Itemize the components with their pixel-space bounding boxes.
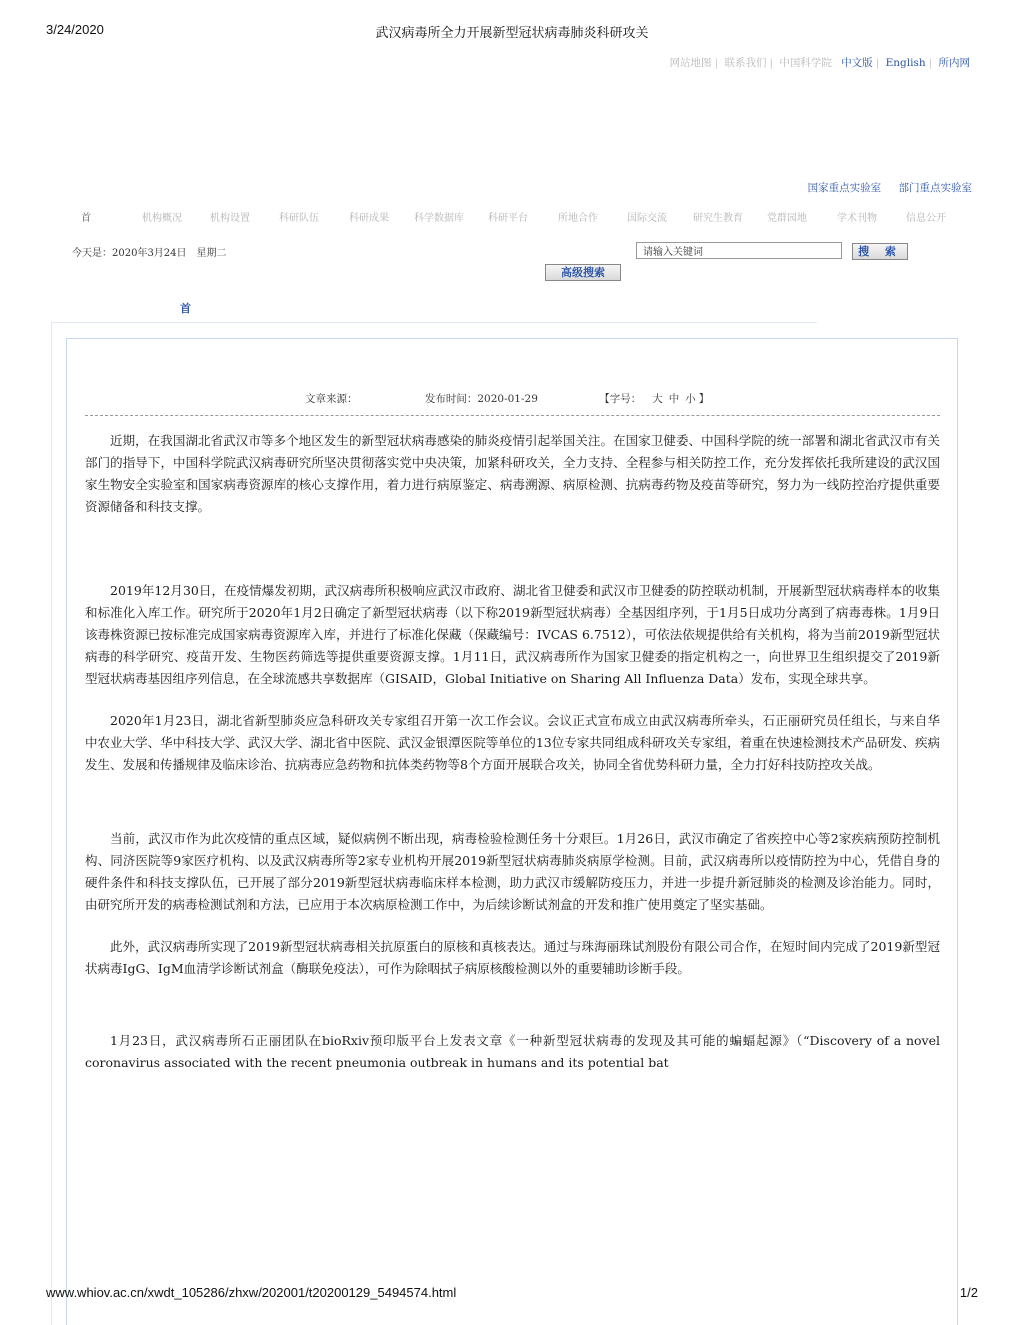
article-body — [85, 430, 940, 1074]
font-size-label: 【字号： — [599, 393, 642, 405]
main-nav — [0, 209, 1024, 225]
advanced-search-button[interactable]: 高级搜索 — [545, 264, 621, 281]
print-footer-url: www.whiov.ac.cn/xwdt_105286/zhxw/202001/t20200129_5494574.html — [46, 1285, 457, 1300]
article-source: 文章来源： — [305, 393, 358, 405]
nav-item-structure[interactable]: 机构设置 — [210, 213, 250, 224]
lab-link-national[interactable]: 国家重点实验室 — [807, 182, 882, 194]
nav-item-party[interactable]: 党群园地 — [767, 213, 807, 224]
meta-divider — [85, 415, 940, 416]
frame-outer-top — [51, 322, 817, 323]
article-paragraph: 2019年12月30日，在疫情爆发初期，武汉病毒所积极响应武汉市政府、湖北省卫健委和武汉市卫健委的防控联动机制，开展新型冠状病毒样本的收集和标准化入库工作。研究所于2020年1月2日确定了新型冠状病毒（以下称2019新型冠状病毒）全基因组序列，于1月5日成功分离到了病毒毒株。1月9日该毒株资源已按标准完成国家病毒资源库入库，并进行了标准化保藏（保藏编号：IVCAS 6.7512），可依法依规提供给有关机构，将为当前2019新型冠状病毒的科学研究、疫苗开发、生物医药筛选等提供重要资源支撑。1月11日，武汉病毒所作为国家卫健委的指定机构之一，向世界卫生组织提交了2019新型冠状病毒基因组序列信息，在全球流感共享数据库（GISAID，Global Initiative on Sharing All Influenza Data）发布，实现全球共享。 — [85, 583, 940, 686]
lab-link-department[interactable]: 部门重点实验室 — [898, 182, 972, 194]
article-published: 发布时间：2020-01-29 — [424, 393, 538, 405]
top-link-cas[interactable]: 中国科学院 — [779, 57, 832, 69]
top-link-english[interactable]: English — [885, 57, 926, 69]
article-paragraph: 近期，在我国湖北省武汉市等多个地区发生的新型冠状病毒感染的肺炎疫情引起举国关注。在国家卫健委、中国科学院的统一部署和湖北省武汉市有关部门的指导下，中国科学院武汉病毒研究所坚决贯彻落实党中央决策，加紧科研攻关，全力支持、全程参与相关防控工作，充分发挥依托我所建设的武汉国家生物安全实验室和国家病毒资源库的核心支撑作用，着力进行病原鉴定、病毒溯源、病原检测、抗病毒药物及疫苗等研究，努力为一线防控治疗提供重要资源储备和科技支撑。 — [85, 433, 940, 514]
article-paragraph: 1月23日，武汉病毒所石正丽团队在bioRxiv预印版平台上发表文章《一种新型冠状病毒的发现及其可能的蝙蝠起源》（“Discovery of a novel coronavirus associated with the recent pneumonia outbreak in humans and its potential bat — [85, 1033, 940, 1070]
nav-item-cooperation[interactable]: 所地合作 — [558, 213, 598, 224]
nav-item-databases[interactable]: 科学数据库 — [414, 213, 464, 224]
font-size-large[interactable]: 大 — [652, 393, 663, 405]
font-size-medium[interactable]: 中 — [668, 393, 680, 405]
article-meta — [305, 391, 725, 406]
print-title: 武汉病毒所全力开展新型冠状病毒肺炎科研攻关 — [375, 26, 649, 41]
top-links: 网站地图 | 联系我们 | 中国科学院 中文版 | English | 所内网 — [669, 57, 970, 69]
search-input[interactable] — [636, 242, 842, 259]
nav-item-home[interactable]: 首 — [81, 213, 91, 224]
top-link-sitemap[interactable]: 网站地图 — [669, 57, 712, 69]
top-link-intranet[interactable]: 所内网 — [938, 57, 970, 69]
article-paragraph: 2020年1月23日，湖北省新型肺炎应急科研攻关专家组召开第一次工作会议。会议正式宣布成立由武汉病毒所牵头，石正丽研究员任组长，与来自华中农业大学、华中科技大学、武汉大学、湖北省中医院、武汉金银潭医院等单位的13位专家共同组成科研攻关专家组，着重在快速检测技术产品研发、疾病发生、发展和传播规律及临床诊治、抗病毒应急药物和抗体类药物等8个方面开展联合攻关，协同全省优势科研力量，全力打好科技防控攻关战。 — [85, 713, 940, 772]
nav-item-international[interactable]: 国际交流 — [627, 213, 667, 224]
search-button[interactable]: 搜 索 — [852, 243, 908, 260]
print-date: 3/24/2020 — [46, 22, 104, 37]
nav-item-disclosure[interactable]: 信息公开 — [906, 213, 946, 224]
article-paragraph: 此外，武汉病毒所实现了2019新型冠状病毒相关抗原蛋白的原核和真核表达。通过与珠海丽珠试剂股份有限公司合作，在短时间内完成了2019新型冠状病毒IgG、IgM血清学诊断试剂盒（酶联免疫法），可作为除咽拭子病原核酸检测以外的重要辅助诊断手段。 — [85, 939, 940, 976]
article-paragraph: 当前，武汉市作为此次疫情的重点区域，疑似病例不断出现，病毒检验检测任务十分艰巨。1月26日，武汉市确定了省疾控中心等2家疾病预防控制机构、同济医院等9家医疗机构、以及武汉病毒所等2家专业机构开展2019新型冠状病毒肺炎病原学检测。目前，武汉病毒所以疫情防控为中心，凭借自身的硬件条件和科技支撑队伍，已开展了部分2019新型冠状病毒临床样本检测，助力武汉市缓解防疫压力，并进一步提升新冠肺炎的检测及诊治能力。同时，由研究所开发的病毒检测试剂和方法，已应用于本次病原检测工作中，为后续诊断试剂盒的开发和推广使用奠定了坚实基础。 — [85, 831, 940, 912]
top-link-chinese[interactable]: 中文版 — [841, 57, 873, 69]
print-footer-page: 1/2 — [959, 1285, 978, 1300]
nav-item-journals[interactable]: 学术刊物 — [837, 213, 877, 224]
font-size-small[interactable]: 小 — [685, 393, 696, 405]
nav-item-overview[interactable]: 机构概况 — [142, 213, 182, 224]
breadcrumb[interactable]: 首 — [180, 302, 191, 315]
nav-item-achievements[interactable]: 科研成果 — [349, 213, 389, 224]
frame-outer-left — [51, 322, 52, 1325]
nav-item-research-team[interactable]: 科研队伍 — [279, 213, 319, 224]
nav-item-education[interactable]: 研究生教育 — [693, 213, 743, 224]
font-size-control — [599, 393, 717, 405]
top-link-contact[interactable]: 联系我们 — [724, 57, 767, 69]
nav-item-platforms[interactable]: 科研平台 — [488, 213, 528, 224]
lab-links — [794, 180, 972, 195]
font-size-close: 】 — [698, 393, 710, 405]
today-date: 今天是：2020年3月24日 星期二 — [72, 248, 227, 259]
